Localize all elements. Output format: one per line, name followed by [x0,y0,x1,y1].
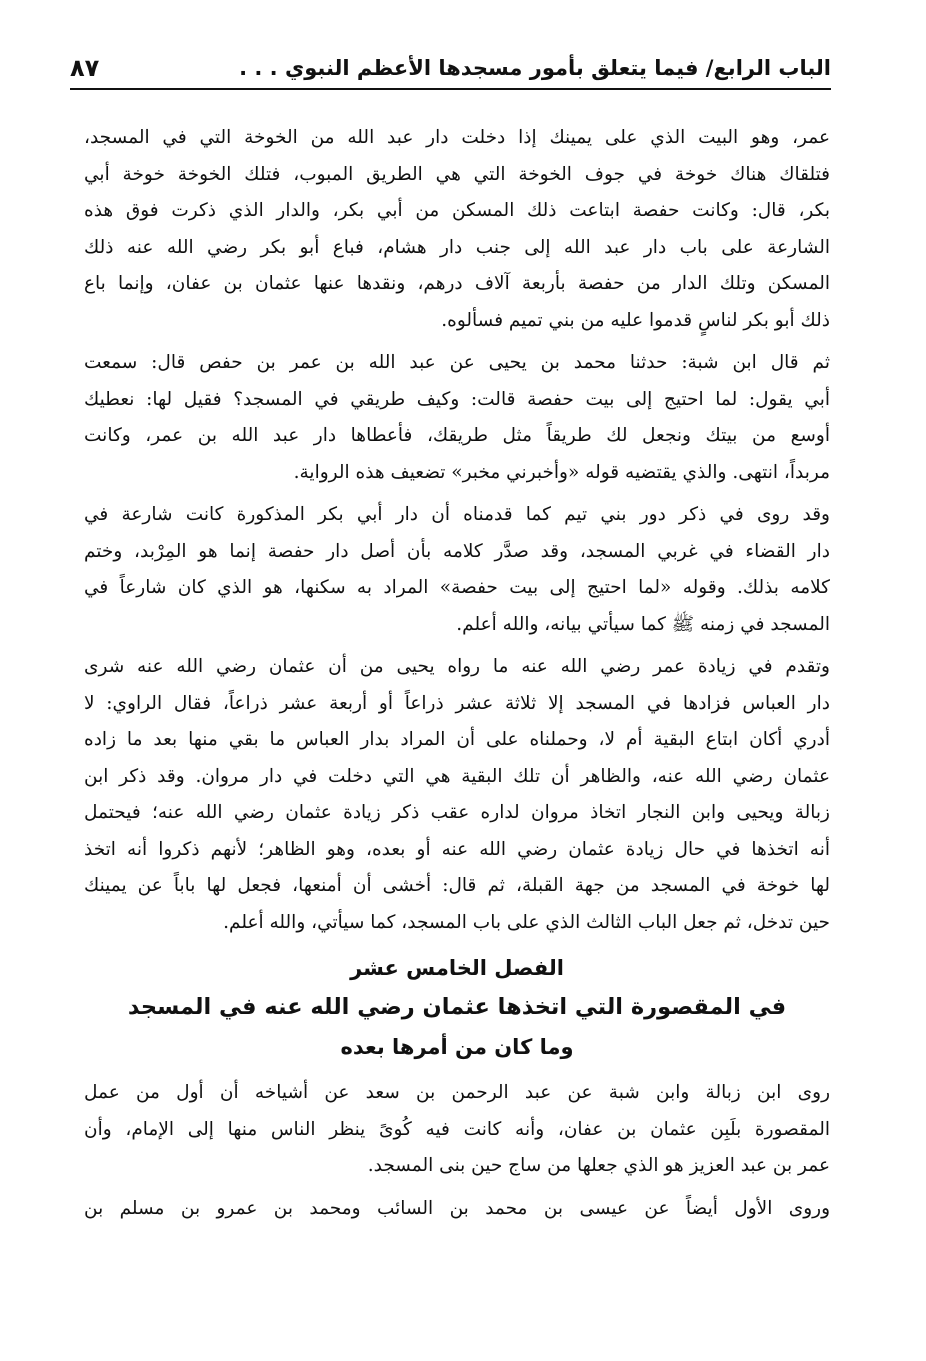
section-title-heading: في المقصورة التي اتخذها عثمان رضي الله عنه في المسجد [127,994,787,1020]
chapter-title: الباب الرابع/ فيما يتعلق بأمور مسجدها الأعظم النبوي . . . [239,56,831,80]
paragraph [84,120,830,339]
page-body [84,120,830,1233]
text-line: وتقدم في زيادة عمر رضي الله عنه ما رواه يحيى من أن عثمان رضي الله عنه شرى [84,656,830,677]
text-line: أدري أكان ابتاع البقية أم لا، وحملناه على أن المراد بدار العباس ما بقي منها بعد ما زاده [84,729,830,750]
page-number: ٨٧ [70,54,100,82]
paragraph [84,345,830,491]
text-line: ثم قال ابن شبة: حدثنا محمد بن يحيى عن عبد الله بن عمر بن حفص قال: سمعت [84,352,830,373]
text-line: روى ابن زبالة وابن شبة عن عبد الرحمن بن سعد عن أشياخه أن أول من عمل [84,1082,830,1103]
text-line: زبالة ويحيى وابن النجار اتخاذ مروان لداره عقب ذكر زيادة عثمان رضي الله عنه؛ فيحتمل [84,802,830,823]
paragraph [84,1191,830,1228]
section-number-heading: الفصل الخامس عشر [350,956,564,980]
text-line: الشارعة على باب دار عبد الله إلى جنب دار هشام، فباع أبو بكر رضي الله عنه ذلك [84,236,830,258]
text-line: المقصورة بلَبِن عثمان بن عفان، وأنه كانت فيه كُوىً ينظر الناس منها إلى الإمام، وأن [84,1118,830,1140]
text-line: وروى الأول أيضاً عن عيسى بن محمد بن السائب ومحمد بن عمرو بن مسلم بن [84,1197,830,1219]
text-line: كلامه بذلك. وقوله «لما احتيج إلى بيت حفصة» المراد به سكنها، هو الذي كان شارعاً في [84,577,830,598]
text-line: أبي يقول: لما احتيج إلى بيت حفصة قالت: وكيف طريقي في المسجد؟ فقيل لها: نعطيك [84,388,830,410]
text-line: مربداً، انتهى. والذي يقتضيه قوله «وأخبرني مخبر» تضعيف هذه الرواية. [293,461,830,483]
text-line: لها خوخة في المسجد من جهة القبلة، ثم قال: أخشى أن أمنعها، فجعل لها باباً عن يمينك [84,875,830,896]
text-line: المسجد في زمنه ﷺ كما سيأتي بيانه، والله أعلم. [456,613,830,635]
text-line: وقد روى في ذكر دور بني تيم كما قدمناه أن دار أبي بكر المذكورة كانت شارعة في [84,504,830,525]
text-line: عمر بن عبد العزيز هو الذي جعلها من ساج حين بنى المسجد. [367,1155,830,1176]
paragraph [84,649,830,941]
text-line: دار القضاء في غربي المسجد، وقد صدَّر كلامه بأن أصل دار حفصة إنما هو المِرْبد، وختم [84,540,830,562]
text-line: عمر، وهو البيت الذي على يمينك إذا دخلت دار عبد الله من الخوخة التي في المسجد، [84,127,830,148]
text-line: أوسع من بيتك ونجعل لك طريقاً مثل طريقك، فأعطاها دار عبد الله بن عمر، وكانت [84,425,830,446]
running-header [70,52,831,90]
text-line: أنه اتخذها في حال زيادة عثمان رضي الله عنه أو بعده، وهو الظاهر؛ لأنهم ذكروا أنه اتخذ [84,838,830,860]
text-line: فتلقاك هناك خوخة في جوف الخوخة التي هي الطريق المبوب، فتلك الخوخة خوخة أبي [84,163,830,185]
text-line: عثمان رضي الله عنه، والظاهر أن تلك البقية هي التي دخلت في دار مروان. وقد ذكر ابن [84,765,830,787]
paragraph [84,1075,830,1185]
text-line: ذلك أبو بكر لناسٍ قدموا عليه من بني تميم فسألوه. [441,309,830,331]
text-line: دار العباس فزادها في المسجد إلا ثلاثة عشر ذراعاً أو أربعة عشر ذراعاً، فقال الراوي: لا [84,692,830,714]
section-subtitle-heading: وما كان من أمرها بعده [340,1035,574,1059]
text-line: المسكن وتلك الدار من حفصة بأربعة آلاف درهم، ونقدها عنها عثمان بن عفان، وإنما باع [84,273,830,294]
paragraph [84,497,830,643]
text-line: حين تدخل، ثم جعل الباب الثالث الذي على باب المسجد، كما سيأتي، والله أعلم. [223,911,830,933]
text-line: بكر، قال: وكانت حفصة ابتاعت ذلك المسكن من أبي بكر، والدار الذي ذكرت فوق هذه [84,200,830,221]
